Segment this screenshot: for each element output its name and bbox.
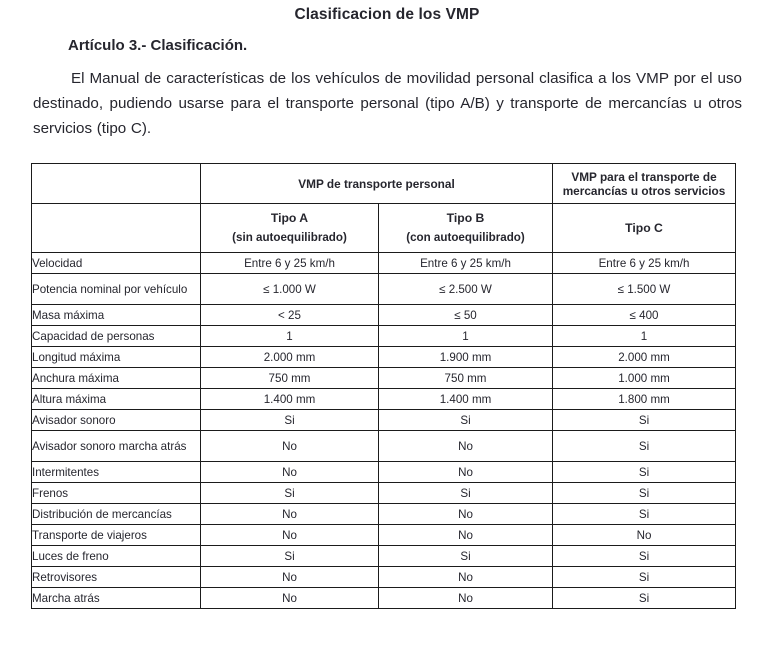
value-cell-tipo-b: No <box>379 588 553 609</box>
value-cell-tipo-b: ≤ 50 <box>379 305 553 326</box>
table-header <box>32 164 736 253</box>
table-row <box>32 567 736 588</box>
feature-cell: Frenos <box>32 483 201 504</box>
value-cell-tipo-b: No <box>379 525 553 546</box>
feature-cell: Retrovisores <box>32 567 201 588</box>
value-cell-tipo-c: ≤ 400 <box>553 305 736 326</box>
header-feature-blank <box>32 204 201 253</box>
feature-cell: Altura máxima <box>32 389 201 410</box>
header-corner-blank <box>32 164 201 204</box>
value-cell-tipo-a: No <box>201 462 379 483</box>
table-row <box>32 389 736 410</box>
value-cell-tipo-b: Si <box>379 546 553 567</box>
table-row <box>32 483 736 504</box>
header-tipo-b-name: Tipo B <box>446 211 485 225</box>
feature-cell: Avisador sonoro <box>32 410 201 431</box>
table-row <box>32 274 736 305</box>
header-tipo-a-sub: (sin autoequilibrado) <box>232 231 347 244</box>
feature-cell: Anchura máxima <box>32 368 201 389</box>
value-cell-tipo-a: No <box>201 504 379 525</box>
value-cell-tipo-b: 1 <box>379 326 553 347</box>
feature-cell: Marcha atrás <box>32 588 201 609</box>
header-tipo-a <box>201 204 379 253</box>
table-row <box>32 326 736 347</box>
feature-cell: Avisador sonoro marcha atrás <box>32 431 201 462</box>
feature-cell: Transporte de viajeros <box>32 525 201 546</box>
value-cell-tipo-b: Si <box>379 410 553 431</box>
value-cell-tipo-a: Si <box>201 410 379 431</box>
feature-cell: Potencia nominal por vehículo <box>32 274 201 305</box>
intro-paragraph: El Manual de características de los vehículos de movilidad personal clasifica a los VMP por el uso destinado, pudiendo usarse para el transporte personal (tipo A/B) y transporte de mercancías u otros servicios (tipo C). <box>33 70 742 137</box>
value-cell-tipo-c: 2.000 mm <box>553 347 736 368</box>
value-cell-tipo-b: No <box>379 462 553 483</box>
value-cell-tipo-a: 1.400 mm <box>201 389 379 410</box>
table-row <box>32 431 736 462</box>
vmp-classification-table-container <box>31 163 735 609</box>
table-row <box>32 546 736 567</box>
header-tipo-c <box>553 204 736 253</box>
value-cell-tipo-b: 1.400 mm <box>379 389 553 410</box>
value-cell-tipo-c: ≤ 1.500 W <box>553 274 736 305</box>
value-cell-tipo-b: Entre 6 y 25 km/h <box>379 253 553 274</box>
feature-cell: Longitud máxima <box>32 347 201 368</box>
feature-cell: Intermitentes <box>32 462 201 483</box>
article-heading: Artículo 3.- Clasificación. <box>68 37 248 54</box>
value-cell-tipo-b: ≤ 2.500 W <box>379 274 553 305</box>
value-cell-tipo-c: Si <box>553 546 736 567</box>
feature-cell: Capacidad de personas <box>32 326 201 347</box>
value-cell-tipo-c: 1.800 mm <box>553 389 736 410</box>
value-cell-tipo-c: 1 <box>553 326 736 347</box>
table-row <box>32 525 736 546</box>
header-tipo-a-name: Tipo A <box>270 211 309 225</box>
table-row <box>32 347 736 368</box>
value-cell-tipo-b: No <box>379 431 553 462</box>
value-cell-tipo-b: No <box>379 567 553 588</box>
value-cell-tipo-a: No <box>201 525 379 546</box>
page-title: Clasificacion de los VMP <box>294 6 480 23</box>
header-tipo-b-sub: (con autoequilibrado) <box>406 231 525 244</box>
value-cell-tipo-a: 1 <box>201 326 379 347</box>
value-cell-tipo-a: Entre 6 y 25 km/h <box>201 253 379 274</box>
header-group-transporte-personal: VMP de transporte personal <box>201 164 553 204</box>
feature-cell: Masa máxima <box>32 305 201 326</box>
table-row <box>32 253 736 274</box>
value-cell-tipo-b: 750 mm <box>379 368 553 389</box>
value-cell-tipo-c: Si <box>553 567 736 588</box>
value-cell-tipo-c: Entre 6 y 25 km/h <box>553 253 736 274</box>
value-cell-tipo-c: Si <box>553 431 736 462</box>
value-cell-tipo-a: ≤ 1.000 W <box>201 274 379 305</box>
value-cell-tipo-a: Si <box>201 483 379 504</box>
feature-cell: Distribución de mercancías <box>32 504 201 525</box>
value-cell-tipo-a: No <box>201 431 379 462</box>
table-row <box>32 305 736 326</box>
value-cell-tipo-a: 2.000 mm <box>201 347 379 368</box>
value-cell-tipo-a: 750 mm <box>201 368 379 389</box>
table-header-row-groups <box>32 164 736 204</box>
value-cell-tipo-a: No <box>201 588 379 609</box>
value-cell-tipo-c: No <box>553 525 736 546</box>
table-row <box>32 504 736 525</box>
value-cell-tipo-a: No <box>201 567 379 588</box>
value-cell-tipo-a: Si <box>201 546 379 567</box>
table-header-row-types <box>32 204 736 253</box>
header-tipo-c-name: Tipo C <box>625 220 663 235</box>
value-cell-tipo-c: Si <box>553 504 736 525</box>
table-row <box>32 368 736 389</box>
value-cell-tipo-c: Si <box>553 483 736 504</box>
feature-cell: Velocidad <box>32 253 201 274</box>
vmp-classification-table <box>31 163 736 609</box>
table-row <box>32 588 736 609</box>
value-cell-tipo-c: Si <box>553 588 736 609</box>
value-cell-tipo-c: 1.000 mm <box>553 368 736 389</box>
table-body <box>32 253 736 609</box>
table-row <box>32 410 736 431</box>
table-row <box>32 462 736 483</box>
value-cell-tipo-a: < 25 <box>201 305 379 326</box>
value-cell-tipo-b: 1.900 mm <box>379 347 553 368</box>
value-cell-tipo-c: Si <box>553 462 736 483</box>
value-cell-tipo-b: Si <box>379 483 553 504</box>
value-cell-tipo-c: Si <box>553 410 736 431</box>
value-cell-tipo-b: No <box>379 504 553 525</box>
feature-cell: Luces de freno <box>32 546 201 567</box>
header-group-mercancias: VMP para el transporte de mercancías u otros servicios <box>553 164 736 204</box>
header-tipo-b <box>379 204 553 253</box>
